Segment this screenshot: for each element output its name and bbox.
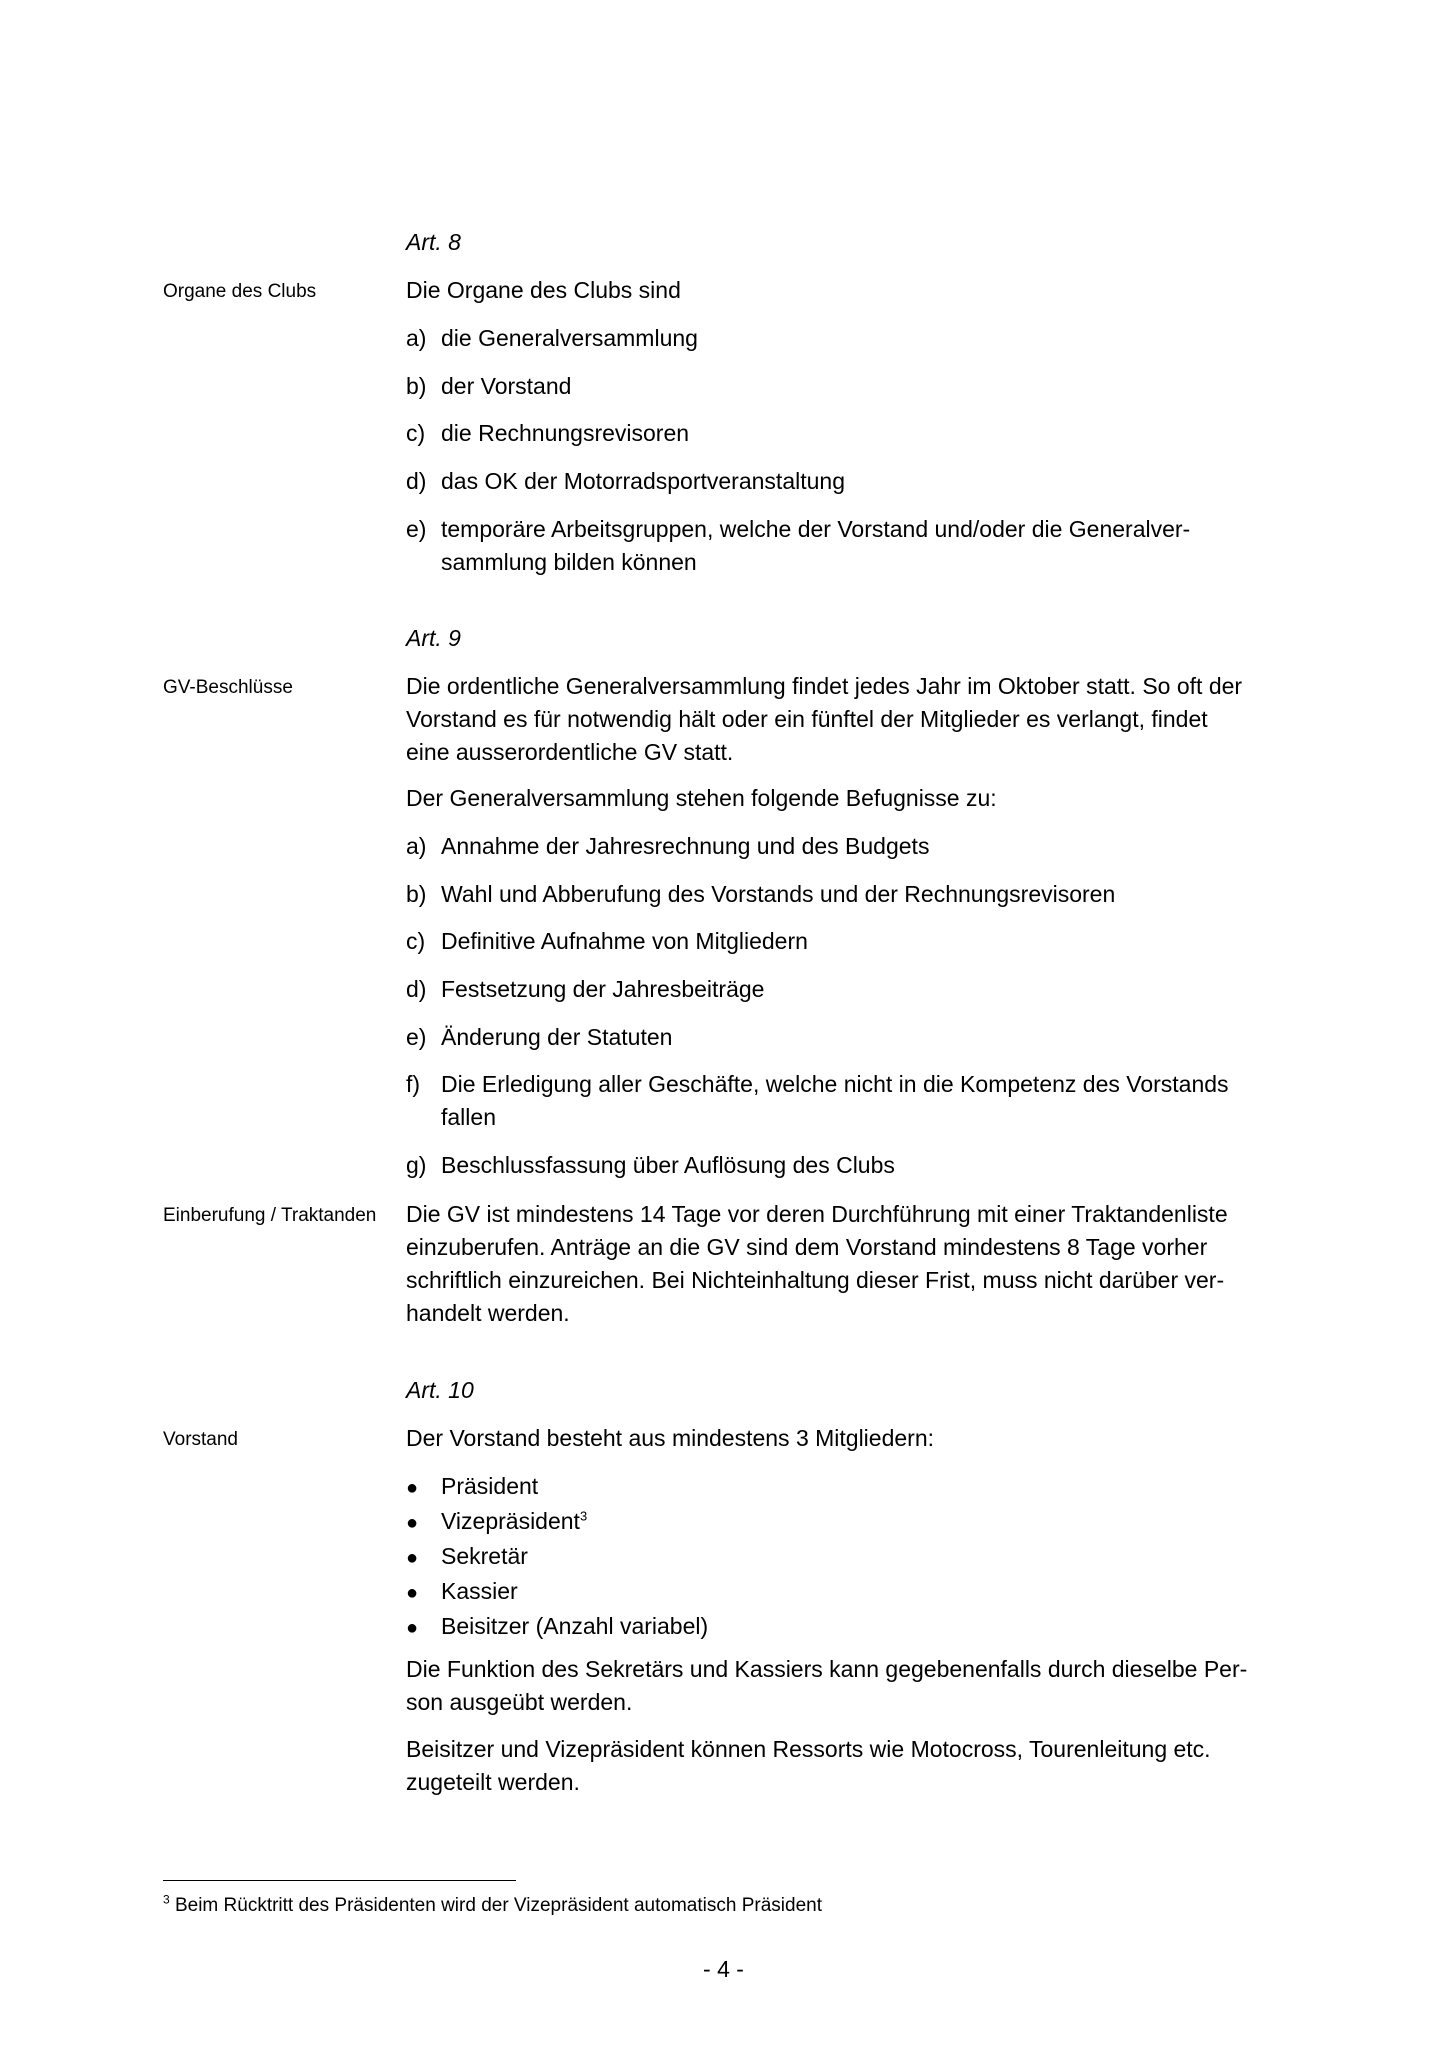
art9-item-c: c) Definitive Aufnahme von Mitgliedern: [406, 928, 808, 954]
art8-item-e: e) temporäre Arbeitsgruppen, welche der Vorstand und/oder die Generalver- sammlung bilden können: [406, 516, 1191, 575]
art9-item-f: f) Die Erledigung aller Geschäfte, welche nicht in die Kompetenz des Vorstands fallen: [406, 1071, 1229, 1130]
art8-intro: Die Organe des Clubs sind: [406, 277, 681, 303]
bullet-item: ● Vizepräsident$^3$: [406, 1508, 588, 1534]
sidenote-organe: Organe des Clubs: [163, 281, 317, 302]
art9-item-b: b) Wahl und Abberufung des Vorstands und der Rechnungsrevisoren: [406, 881, 1116, 907]
art9-paragraph-3: Die GV ist mindestens 14 Tage vor deren Durchführung mit einer Traktandenliste einzuberufen. Anträge an die GV sind dem Vorstand mindestens 8 Tage vorher schriftlich einzureichen. Bei Nichteinhaltung dieser Frist, muss nicht darüber ver- handelt werden.: [406, 1201, 1228, 1326]
article-9-heading: Art. 9: [406, 625, 461, 651]
art9-item-e: e) Änderung der Statuten: [406, 1024, 673, 1050]
page-number: - 4 -: [703, 1956, 744, 1982]
art9-item-g: g) Beschlussfassung über Auflösung des Clubs: [406, 1152, 895, 1178]
sidenote-vorstand: Vorstand: [163, 1429, 238, 1450]
footnote-reference: 3: [579, 1508, 588, 1524]
art10-paragraph-2: Beisitzer und Vizepräsident können Ressorts wie Motocross, Tourenleitung etc. zugeteilt werden.: [406, 1736, 1211, 1795]
article-8-heading: Art. 8: [406, 229, 461, 255]
art9-item-d: d) Festsetzung der Jahresbeiträge: [406, 976, 765, 1002]
art8-item-a: a) die Generalversammlung: [406, 325, 698, 351]
sidenote-einberufung: Einberufung / Traktanden: [163, 1205, 377, 1226]
article-10-heading: Art. 10: [406, 1377, 474, 1403]
bullet-item: ● Beisitzer (Anzahl variabel): [406, 1613, 709, 1639]
footnote-separator: [163, 1880, 516, 1881]
bullet-item: ● Kassier: [406, 1578, 518, 1604]
bullet-list: [406, 1470, 708, 1645]
art9-item-a: a) Annahme der Jahresrechnung und des Budgets: [406, 833, 930, 859]
art10-paragraph-1: Die Funktion des Sekretärs und Kassiers kann gegebenenfalls durch dieselbe Per- son ausgeübt werden.: [406, 1656, 1248, 1715]
art8-item-d: d) das OK der Motorradsportveranstaltung: [406, 468, 845, 494]
bullet-item: ● Sekretär: [406, 1543, 528, 1569]
art9-paragraph-1: Die ordentliche Generalversammlung findet jedes Jahr im Oktober statt. So oft der Vorstand es für notwendig hält oder ein fünftel der Mitglieder es verlangt, findet eine ausserordentliche GV statt.: [406, 673, 1243, 765]
footnote: $^3$ Beim Rücktritt des Präsidenten wird der Vizepräsident automatisch Präsident: [163, 1892, 822, 1916]
art8-item-c: c) die Rechnungsrevisoren: [406, 420, 690, 446]
art8-item-b: b) der Vorstand: [406, 373, 572, 399]
art9-paragraph-2: Der Generalversammlung stehen folgende Befugnisse zu:: [406, 785, 997, 811]
art10-intro: Der Vorstand besteht aus mindestens 3 Mitgliedern:: [406, 1425, 935, 1451]
bullet-item: ● Präsident: [406, 1473, 539, 1499]
sidenote-gv-beschluesse: GV-Beschlüsse: [163, 677, 293, 698]
